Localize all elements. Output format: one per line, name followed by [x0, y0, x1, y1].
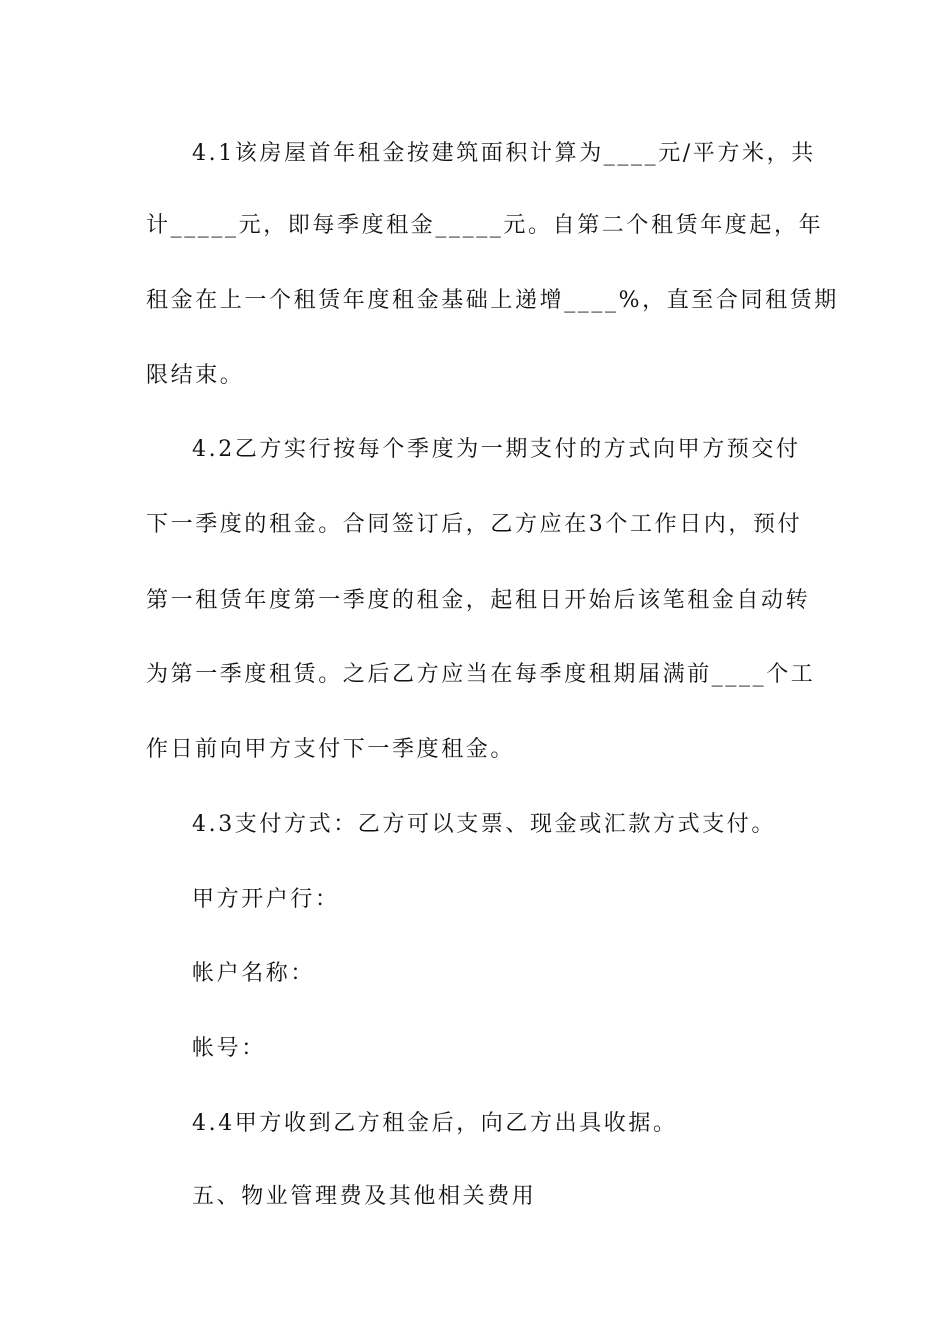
clause-4-1-line-4: 限结束。: [146, 363, 245, 388]
account-number-label: 帐号：: [192, 1036, 266, 1061]
clause-4-1-line-1: 4.1该房屋首年租金按建筑面积计算为____元/平方米，共: [192, 141, 816, 166]
clause-4-2-line-1: 4.2乙方实行按每个季度为一期支付的方式向甲方预交付: [192, 437, 801, 462]
clause-4-2-line-3: 第一租赁年度第一季度的租金，起租日开始后该笔租金自动转: [146, 588, 811, 613]
clause-4-2-line-5: 作日前向甲方支付下一季度租金。: [146, 737, 516, 762]
clause-4-4: 4.4甲方收到乙方租金后，向乙方出具收据。: [192, 1111, 678, 1136]
clause-4-1-line-3: 租金在上一个租赁年度租金基础上递增____%，直至合同租赁期: [146, 288, 839, 313]
clause-4-2-line-4: 为第一季度租赁。之后乙方应当在每季度租期届满前____个工: [146, 662, 816, 687]
account-name-label: 帐户名称：: [192, 961, 316, 986]
clause-4-2-line-2: 下一季度的租金。合同签订后，乙方应在3个工作日内，预付: [146, 512, 803, 537]
bank-name-label: 甲方开户行：: [192, 887, 340, 912]
clause-4-1-line-2: 计_____元，即每季度租金_____元。自第二个租赁年度起，年: [146, 213, 824, 238]
section-5-heading: 五、物业管理费及其他相关费用: [192, 1184, 537, 1209]
clause-4-3: 4.3支付方式：乙方可以支票、现金或汇款方式支付。: [192, 812, 776, 837]
